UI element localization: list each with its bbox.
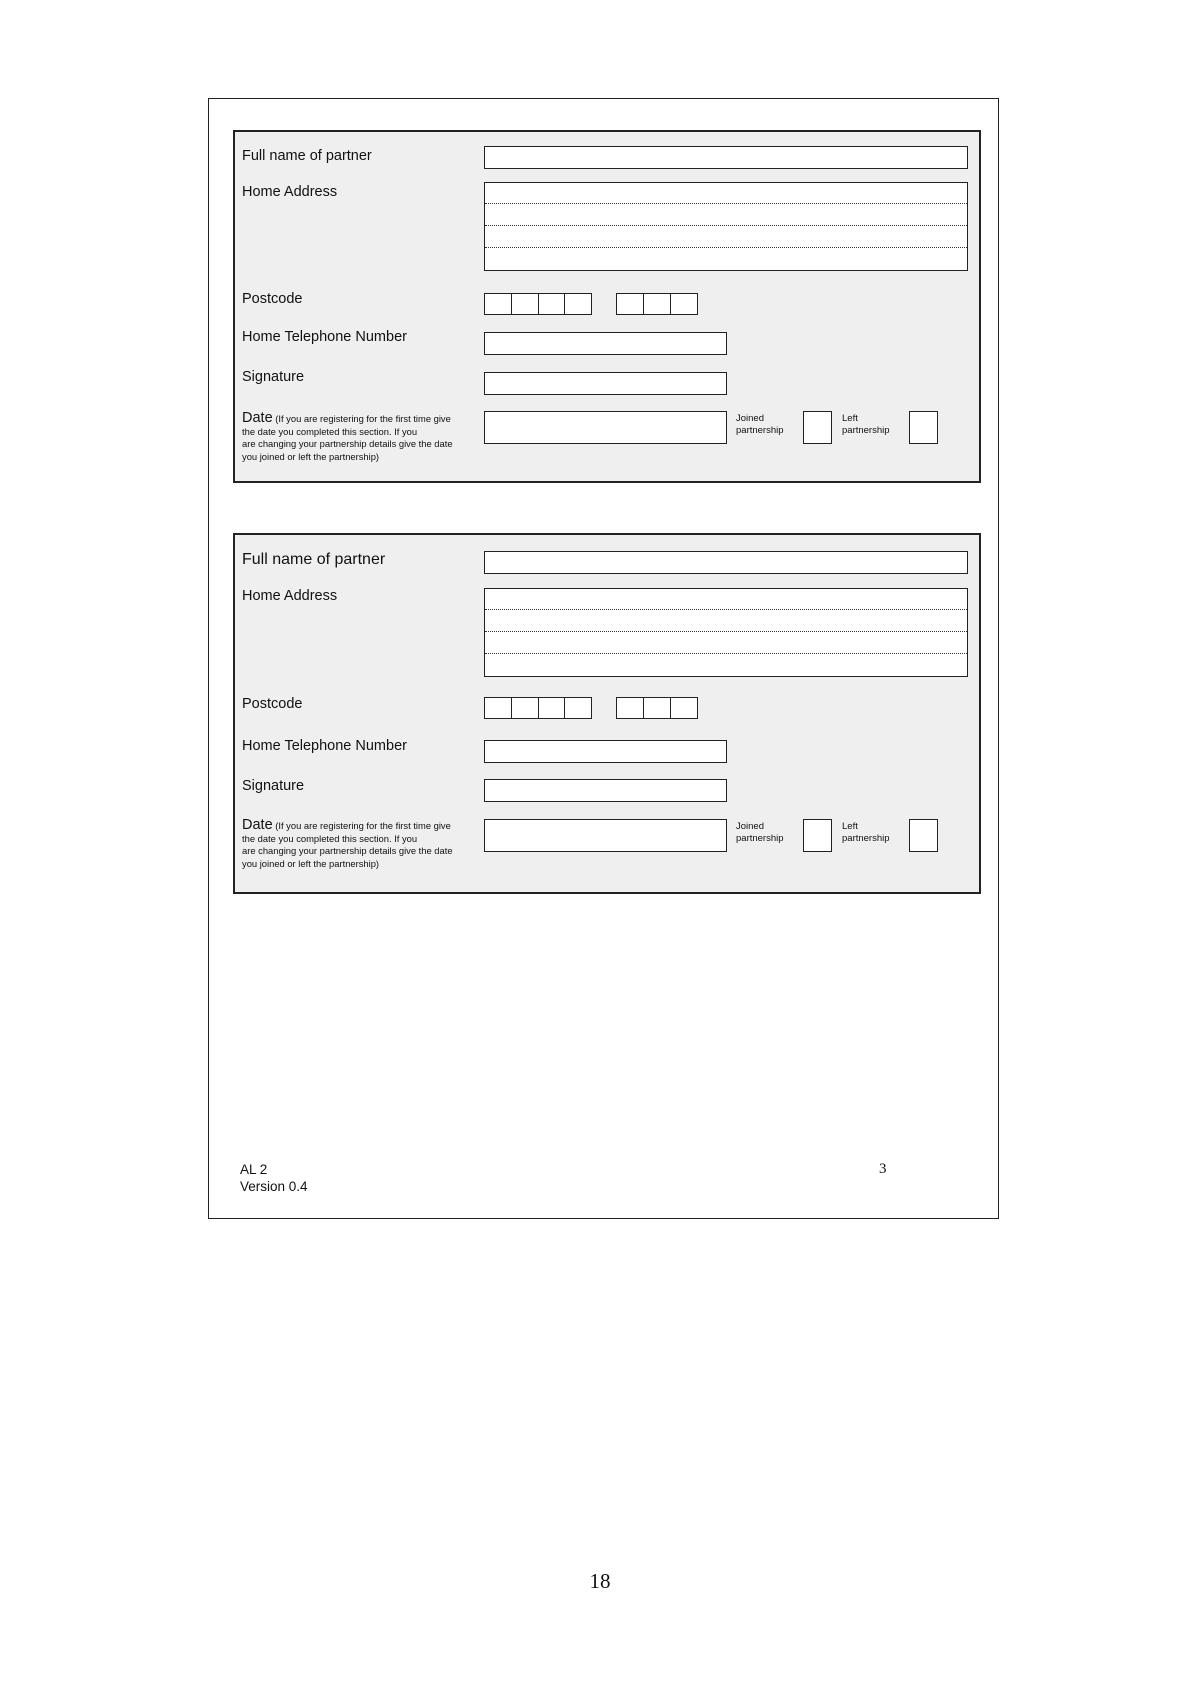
left-partnership-label: Left partnership [842,413,890,436]
home-address-field[interactable] [484,182,968,271]
full-name-field[interactable] [484,146,968,169]
postcode-outward-field[interactable] [484,293,592,315]
postcode-char-box[interactable] [617,698,644,718]
joined-partnership-checkbox[interactable] [803,819,832,852]
partner-section-1 [233,130,981,483]
home-telephone-label: Home Telephone Number [242,329,407,345]
date-label: Date (If you are registering for the first time give the date you completed this section. If you are changing your partnership details give the date you joined or left the partnership) [242,410,453,462]
date-label: Date (If you are registering for the first time give the date you completed this section. If you are changing your partnership details give the date you joined or left the partnership) [242,817,453,869]
postcode-char-box[interactable] [539,294,566,314]
home-telephone-label: Home Telephone Number [242,738,407,754]
postcode-inward-field[interactable] [616,293,698,315]
form-footer-info [240,1161,308,1195]
postcode-char-box[interactable] [539,698,566,718]
postcode-char-box[interactable] [644,294,671,314]
address-line-divider [485,225,967,226]
form-version: Version 0.4 [240,1179,308,1194]
postcode-char-box[interactable] [512,698,539,718]
form-page-frame [208,98,999,1219]
page-number: 18 [589,1569,611,1593]
full-name-label: Full name of partner [242,148,372,164]
postcode-char-box[interactable] [671,294,697,314]
joined-partnership-label: Joined partnership [736,413,784,436]
address-line-divider [485,631,967,632]
address-line-divider [485,247,967,248]
inner-page-number: 3 [879,1161,887,1177]
postcode-char-box[interactable] [485,698,512,718]
date-field[interactable] [484,819,727,852]
left-partnership-checkbox[interactable] [909,819,938,852]
home-address-label: Home Address [242,184,338,200]
home-address-label: Home Address [242,588,338,604]
form-code: AL 2 [240,1162,268,1177]
postcode-inward-field[interactable] [616,697,698,719]
left-partnership-checkbox[interactable] [909,411,938,444]
signature-label: Signature [242,369,305,385]
postcode-char-box[interactable] [617,294,644,314]
postcode-char-box[interactable] [565,698,591,718]
joined-partnership-checkbox[interactable] [803,411,832,444]
postcode-outward-field[interactable] [484,697,592,719]
left-partnership-label: Left partnership [842,821,890,844]
partner-section-2 [233,533,981,894]
address-line-divider [485,609,967,610]
signature-label: Signature [242,778,305,794]
address-line-divider [485,203,967,204]
postcode-char-box[interactable] [671,698,697,718]
home-telephone-field[interactable] [484,332,727,355]
home-telephone-field[interactable] [484,740,727,763]
postcode-char-box[interactable] [565,294,591,314]
postcode-char-box[interactable] [512,294,539,314]
date-field[interactable] [484,411,727,444]
address-line-divider [485,653,967,654]
full-name-label: Full name of partner [242,551,386,568]
full-name-field[interactable] [484,551,968,574]
joined-partnership-label: Joined partnership [736,821,784,844]
home-address-field[interactable] [484,588,968,677]
postcode-label: Postcode [242,291,303,307]
postcode-char-box[interactable] [485,294,512,314]
postcode-label: Postcode [242,696,303,712]
signature-field[interactable] [484,372,727,395]
signature-field[interactable] [484,779,727,802]
postcode-char-box[interactable] [644,698,671,718]
